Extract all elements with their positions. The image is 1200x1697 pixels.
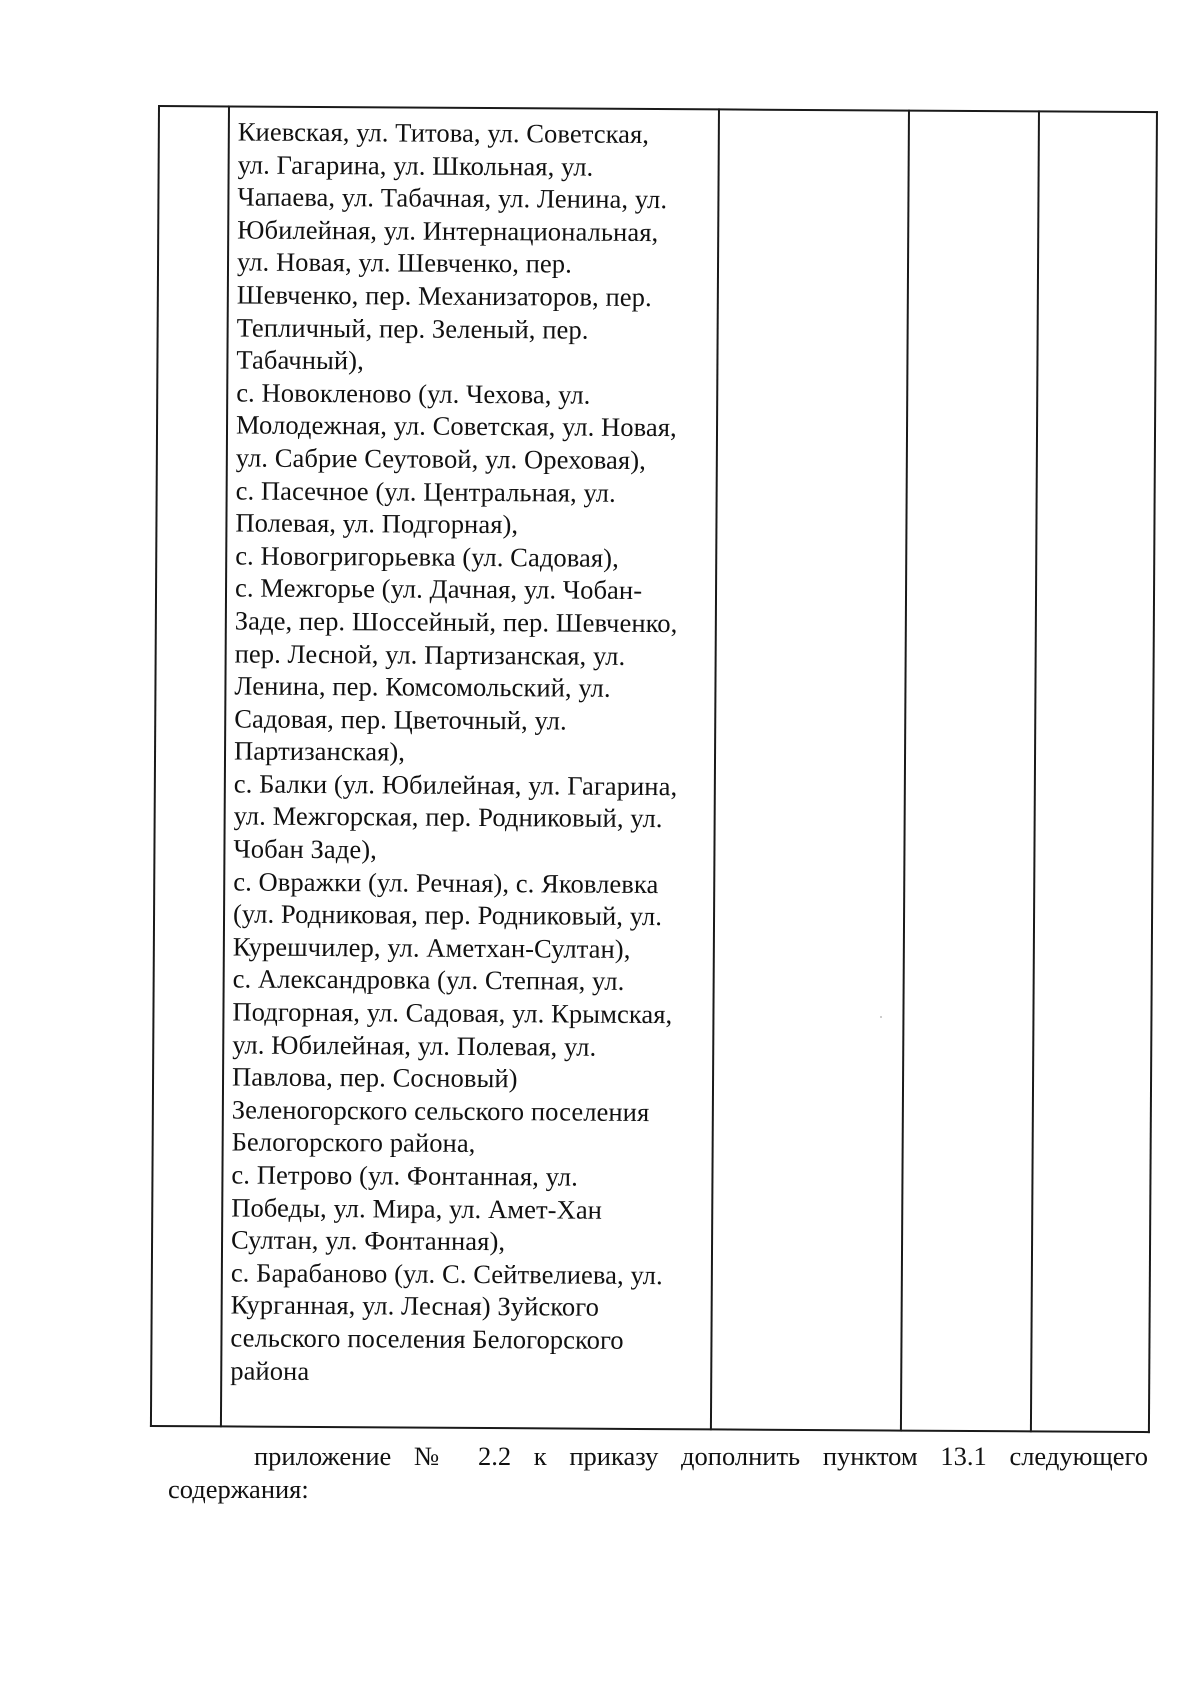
appendix-line-1: приложение № 2.2 к приказу дополнить пунктом 13.1 следующего xyxy=(254,1441,1148,1471)
settlement-line: Юбилейная, ул. Интернациональная, xyxy=(237,214,659,247)
settlement-line: Победы, ул. Мира, ул. Амет-Хан xyxy=(231,1192,603,1225)
settlement-line: сельского поселения Белогорского xyxy=(230,1322,624,1355)
table-cell-4 xyxy=(901,111,1039,1432)
settlement-line: с. Петрово (ул. Фонтанная, ул. xyxy=(231,1159,579,1192)
settlement-line: (ул. Родниковая, пер. Родниковый, ул. xyxy=(232,898,663,932)
settlement-line: Ленина, пер. Комсомольский, ул. xyxy=(234,670,611,703)
row-number-cell xyxy=(151,106,229,1426)
address-table xyxy=(150,105,1158,1433)
settlement-line: пер. Лесной, ул. Партизанская, ул. xyxy=(234,637,626,671)
settlement-line: с. Межгорье (ул. Дачная, ул. Чобан- xyxy=(234,572,643,606)
settlement-line: Заде, пер. Шоссейный, пер. Шевченко, xyxy=(234,605,678,639)
table-row xyxy=(151,106,1157,1432)
settlement-line: Тепличный, пер. Зеленый, пер. xyxy=(236,312,589,345)
settlement-line: с. Новогригорьевка (ул. Садовая), xyxy=(235,540,619,573)
settlement-line: с. Балки (ул. Юбилейная, ул. Гагарина, xyxy=(233,768,678,802)
settlement-line: Курешчилер, ул. Аметхан-Султан), xyxy=(232,931,631,964)
settlement-line: ул. Межгорская, пер. Родниковый, ул. xyxy=(233,800,663,834)
settlement-line: Зеленогорского сельского поселения xyxy=(231,1094,650,1127)
table-cell-5 xyxy=(1031,111,1157,1432)
settlement-line: Партизанская), xyxy=(233,735,406,767)
table-cell-3 xyxy=(711,109,909,1430)
settlement-line: с. Барабаново (ул. С. Сейтвелиева, ул. xyxy=(230,1257,663,1290)
scan-speck xyxy=(880,1016,882,1018)
settlement-line: Подгорная, ул. Садовая, ул. Крымская, xyxy=(232,996,673,1030)
settlement-line: Курганная, ул. Лесная) Зуйского xyxy=(230,1289,600,1323)
settlement-line: Садовая, пер. Цветочный, ул. xyxy=(234,703,567,736)
settlement-line: с. Новокленово (ул. Чехова, ул. xyxy=(236,377,591,410)
settlement-line: ул. Юбилейная, ул. Полевая, ул. xyxy=(232,1029,597,1062)
settlement-line: ул. Новая, ул. Шевченко, пер. xyxy=(236,246,573,279)
settlement-line: Полевая, ул. Подгорная), xyxy=(235,507,519,540)
appendix-line-2: содержания: xyxy=(168,1474,309,1504)
appendix-amendment-paragraph xyxy=(168,1440,1148,1506)
settlement-line: Павлова, пер. Сосновый) xyxy=(231,1061,518,1094)
settlement-line: с. Александровка (ул. Степная, ул. xyxy=(232,963,625,997)
settlement-street-list xyxy=(230,115,712,1389)
settlement-line: с. Пасечное (ул. Центральная, ул. xyxy=(235,475,616,508)
settlement-line: Чобан Заде), xyxy=(233,833,378,865)
settlement-line: Киевская, ул. Титова, ул. Советская, xyxy=(237,116,650,150)
settlement-line: ул. Сабрие Сеутовой, ул. Ореховая), xyxy=(235,442,646,475)
settlement-line: Чапаева, ул. Табачная, ул. Ленина, ул. xyxy=(237,181,668,215)
settlement-line: Белогорского района, xyxy=(231,1126,476,1159)
settlement-line: ул. Гагарина, ул. Школьная, ул. xyxy=(237,149,594,182)
settlement-line: Молодежная, ул. Советская, ул. Новая, xyxy=(235,409,677,443)
settlement-line: Султан, ул. Фонтанная), xyxy=(230,1224,506,1257)
settlement-line: Шевченко, пер. Механизаторов, пер. xyxy=(236,279,652,312)
settlement-line: с. Овражки (ул. Речная), с. Яковлевка xyxy=(233,866,659,899)
settlement-list-cell xyxy=(221,106,719,1429)
settlement-line: Табачный), xyxy=(236,344,364,376)
settlement-line: района xyxy=(230,1355,310,1386)
